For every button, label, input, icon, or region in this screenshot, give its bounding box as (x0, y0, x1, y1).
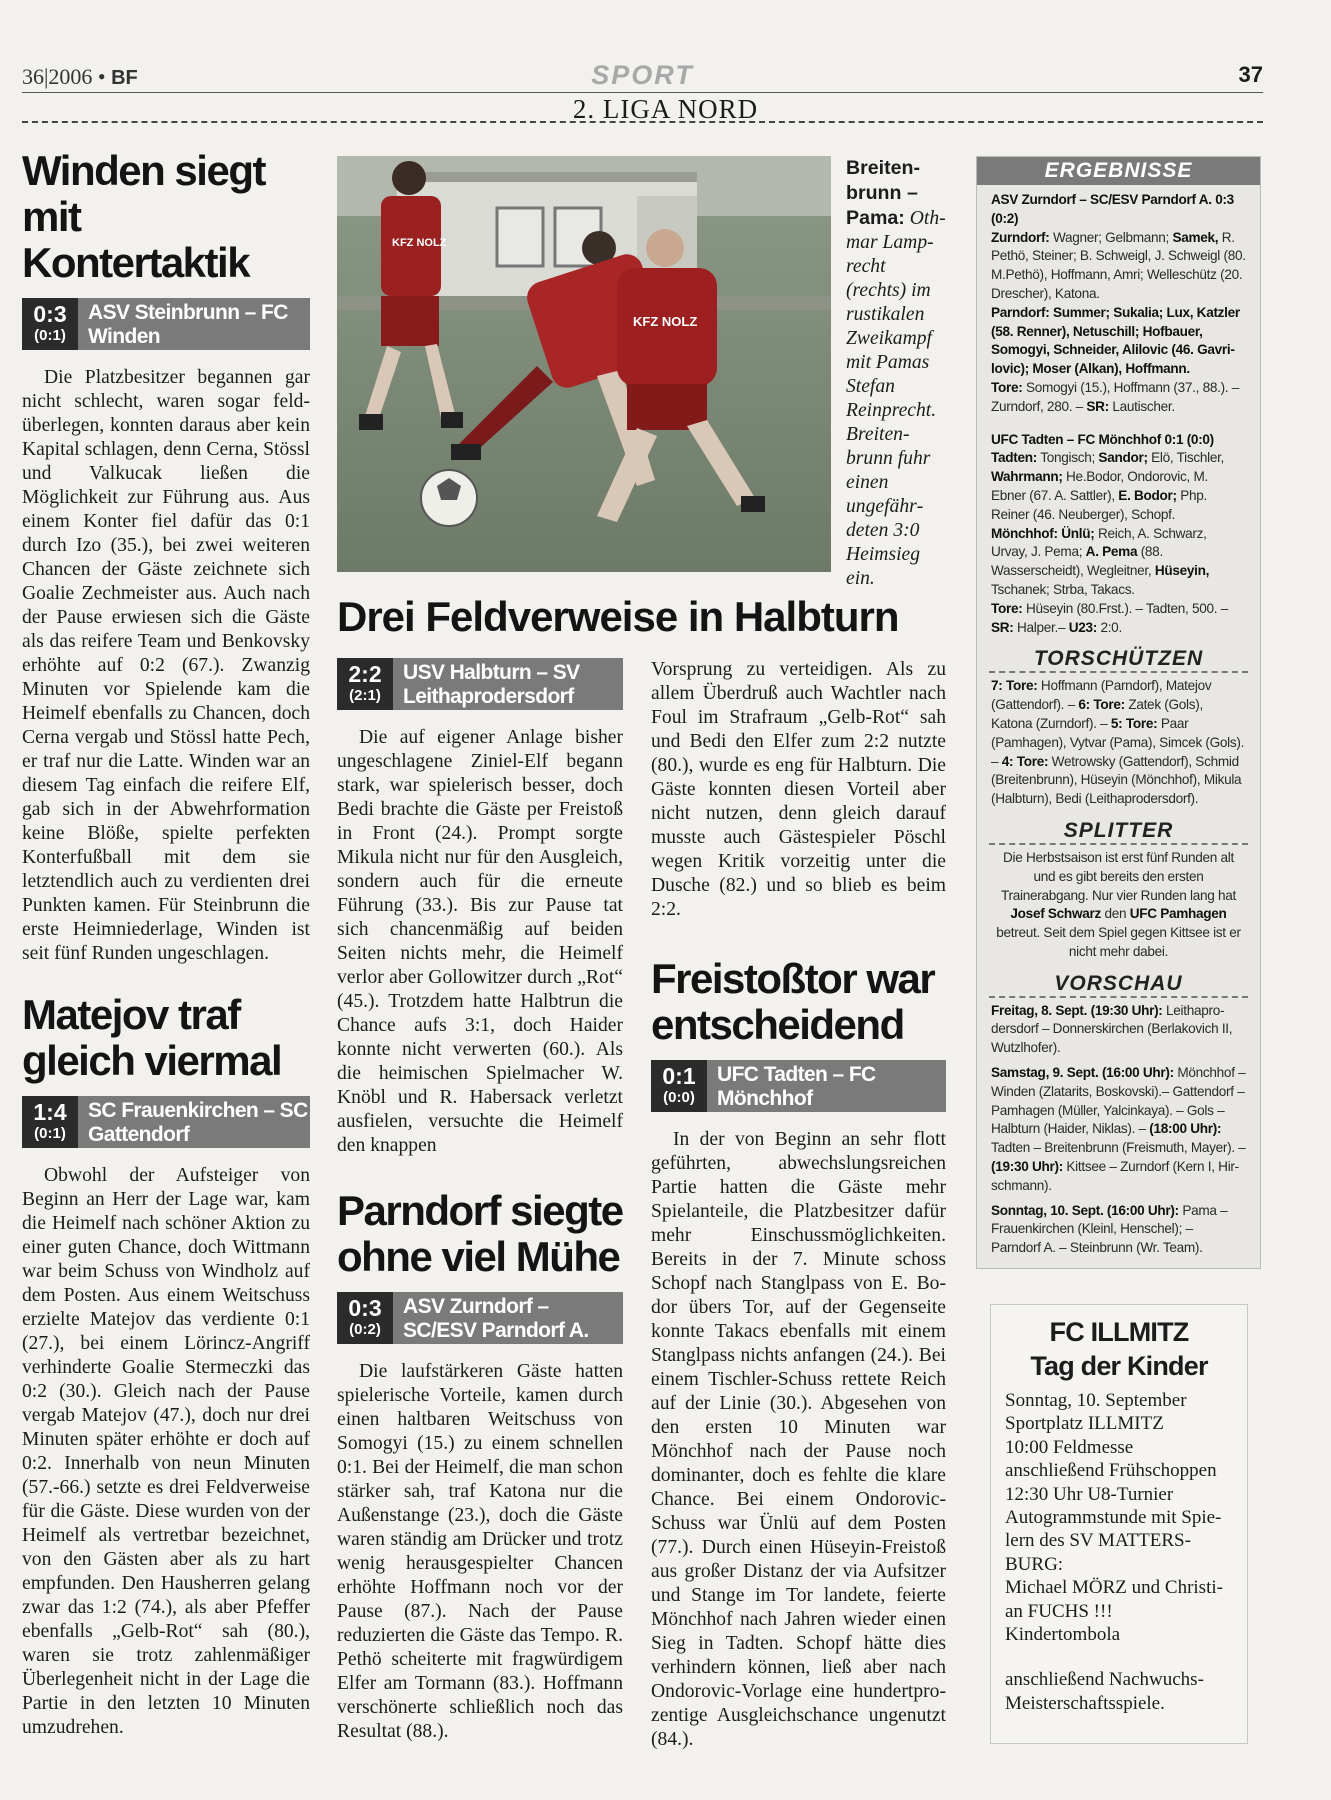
halftime-score: (0:1) (34, 1125, 66, 1142)
halftime-score: (2:1) (349, 687, 381, 704)
results-content: ASV Zurndorf – SC/ESV Parndorf A. 0:3 (0:2) Zurndorf: Wagner; Gelbmann; Samek, R. Pethö, Steiner; B. Schweigl, J. Schweigl (80. M.Pethö), Hoffmann, Amri; Welleschütz (20. Drescher), Katona. Parndorf: Summer; Sukalia; Lux, Katzler (58. Renner), Netuschill; Hofbauer, Somogyi, Schneider, Alilovic (46. Gavrilovic); Moser (Alkan), Hoffmann. Tore: Somogyi (15.), Hoffmann (37., 88.). – Zurndorf, 280. – SR: Lautischer. UFC Tadten – FC Mönchhof 0:1 (0:0) Tadten: Tongisch; Sandor; Elö, Tischler, Wahrmann; He.Bodor, Ondorovic, M. Ebner (67. A. Sattler), E. Bodor; Php. Reiner (46. Neuberger), Schopf. Mönchhof: Ünlü; Reich, A. Schwarz, Urvay, J. Pema; A. Pema (88. Wasserscheidt), Wegleitner, Hüseyin, Tschanek; Strba, Takacs. Tore: Hüseyin (80.Frst.). – Tadten, 500. – SR: Halper.– U23: 2:0. (991, 192, 1246, 635)
match-teams: SC Frauenkirchen – SC Gattendorf (78, 1096, 310, 1148)
score: 1:4 (33, 1099, 67, 1125)
score: 0:1 (662, 1063, 696, 1089)
article-body-matejov: Obwohl der Aufsteiger von Beginn an Herr der Lage war, kam die Heimelf nach schöner Aktion zu einer guten Chance, doch Wittmann war beim Schuss von Windholz auf dem Posten. Aus einem Weitschuss erzielte Matejov das verdiente 0:1 (27.), bei einem Lörincz-Angriff verhinderte Goalie Stermeczki das 0:2 (30.). Gleich nach der Pause vergab Matejov (47.), doch nur drei Minuten später erhöhte er doch auf 0:2. Innerhalb von neun Minuten (57.-66.) setzte es drei Feldverweise für die Gäste. Diese wurden von der Heimelf als vertretbar bezeichnet, von den Gästen aber als zu hart empfunden. Den Hausherren gelang zwar das 1:2 (74.), als aber Pfeffer ebenfalls „Gelb-Rot“ sah (80.), waren sie trotz zahlenmäßiger Überlegenheit nicht in der Lage die Partie in den letzten 10 Minuten umzudrehen. (22, 1165, 310, 1738)
results-box (976, 156, 1261, 1269)
column-left (22, 148, 310, 1740)
match-teams: ASV Zurndorf – SC/ESV Parndorf A. (393, 1292, 623, 1344)
sidebar (976, 156, 1261, 1269)
league-title: 2. LIGA NORD (0, 94, 1331, 125)
score-box-tadten (651, 1060, 946, 1112)
headline-parndorf: Parndorf siegte ohne viel Mühe (337, 1187, 623, 1280)
match-photo (337, 156, 831, 572)
splitter-content: Die Herbstsaison ist erst fünf Runden alt und es gibt bereits den ersten Trainerabgang. Nur vier Runden lang hat Josef Schwarz den UFC Pamhagen betreut. Seit dem Spiel gegen Kittsee ist er nicht mehr dabei. (996, 849, 1241, 959)
section-title: SPORT (591, 60, 694, 90)
ad-text: Sonntag, 10. September Sportplatz ILLMITZ 10:00 Feldmesse anschließend Frühschoppen 12:30 Uhr U8-Turnier Autogrammstunde mit Spielern des SV MATTERSBURG: Michael MÖRZ und Christian FUCHS !!! Kindertombola anschließend Nachwuchs-Meisterschaftsspiele. (1005, 1390, 1223, 1714)
article-body-tadten: In der von Beginn an sehr flott geführten, abwechslungsreichen Partie hatten die Gäste mehr Spielanteile, die Platzbesitzer dafür mehr Einschussmöglichkeiten. Bereits in der 7. Minute schoss Schopf nach Stanglpass von E. Bodor übers Tor, auf der Gegenseite konnte Takacs ebenfalls mit einem Stanglpass nichts anfangen (24.). Bei einem Tischler-Schuss rettete Reich auf der Linie (30.). Abgesehen von den ersten 10 Minuten war Mönchhof nach der Pause noch dominanter, doch es fehlte die klare Chance. Bei einem Ondorovic-Schuss war Ünlü auf dem Posten (77.). Durch einen Hüseyin-Freistoß aus großer Distanz der via Aufsitzer und Stange im Tor landete, feierte Mönchhof nach Jahren wieder einen Sieg in Tadten. Schopf hätte dies verhindern können, ließ aber nach Ondorovic-Vorlage eine hundertprozentige Ausgleichschance ungenutzt (84.). (651, 1129, 946, 1750)
match-teams: USV Halbturn – SV Leithaprodersdorf (393, 658, 623, 710)
preview-title: VORSCHAU (989, 968, 1248, 998)
header-rule (22, 92, 1263, 93)
article-body-halbturn-cont: Vorsprung zu verteidigen. Als zu allem Überdruß auch Wachtler nach Foul im Strafraum „Gelb-Rot“ sah und Bedi den Elfer zum 2:2 nutzte (80.), wurde es eng für Halbturn. Die Gäste konnten diesen Vorteil aber nicht nutzen, denn gleich darauf musste auch Gästespieler Pöschl wegen Kritik vorzeitig unter die Dusche (82.) und so blieb es beim 2:2. (651, 659, 946, 920)
jersey-text-right: KFZ NOLZ (633, 314, 698, 329)
halftime-score: (0:2) (349, 1321, 381, 1338)
halftime-score: (0:1) (34, 327, 66, 344)
ad-title: FC ILLMITZ (1049, 1317, 1189, 1347)
ad-subtitle: Tag der Kinder (1030, 1351, 1208, 1381)
jersey-text-left: KFZ NOLZ (392, 237, 447, 249)
article-body-winden: Die Platzbesitzer begannen gar nicht schlecht, waren sogar feldüberlegen, konnten daraus aber kein Kapital schlagen, denn Cerna, Stössl und Valkucak ließen die Möglichkeit zur Führung aus. Aus einem Konter fiel dafür das 0:1 durch Izo (35.), bei zwei weiteren Chancen der Gäste zeichnete sich Goalie Zechmeister aus. Auch nach der Pause erwiesen sich die Gäste als das reifere Team und Benkovsky erhöhte auf 0:2 (67.). Zwanzig Minuten vor Spielende kam die Heimelf ebenfalls zu Chancen, doch Cerna vergab und Stössl hatte Pech, er traf nur die Latte. Winden war an diesem Tag einfach die reifere Elf, gab sich in der Abwehrformation keine Blöße, spielte perfekten Konterfußball mit dem sie letztendlich auch zu verdienten drei Punkten kamen. Für Steinbrunn die erste Heimniederlage, Winden ist seit fünf Runden ungeschlagen. (22, 367, 310, 964)
scorers-content: 7: Tore: Hoffmann (Parndorf), Matejov (Gattendorf). – 6: Tore: Zatek (Gols), Katona (Zurndorf). – 5: Tore: Paar (Pamhagen), Vytvar (Pama), Simcek (Gols). – 4: Tore: Wetrowsky (Gattendorf), Schmid (Breitenbrunn), Hüseyin (Mönchhof), Mikula (Halbturn), Bedi (Leithaprodersdorf). (991, 678, 1245, 807)
page-header (22, 58, 1263, 94)
match-teams: ASV Steinbrunn – FC Winden (78, 298, 310, 350)
score: 0:3 (348, 1295, 382, 1321)
column-middle-left (337, 650, 623, 1744)
scorers-title: TORSCHÜTZEN (989, 643, 1248, 673)
score-box-steinbrunn (22, 298, 310, 350)
dashed-rule (22, 121, 1263, 123)
match-teams: UFC Tadten – FC Mönchhof (707, 1060, 946, 1112)
preview-content: Freitag, 8. Sept. (19:30 Uhr): Leithaprodersdorf – Donnerskirchen (Berlakovich II, Wutzlhofer). Samstag, 9. Sept. (16:00 Uhr): Mönchhof – Winden (Zlatarits, Boskovski).– Gattendorf – Pamhagen (Müller, Yalcinkaya). – Gols – Halbturn (Haider, Niklas). – (18:00 Uhr): Tadten – Breitenbrunn (Freismuth, Mayer). – (19:30 Uhr): Kittsee – Zurndorf (Kern I, Hirschmann). Sonntag, 10. Sept. (16:00 Uhr): Pama – Frauenkirchen (Kleinl, Henschel); – Parndorf A. – Steinbrunn (Wr. Team). (991, 1002, 1246, 1256)
score-box-frauenkirchen (22, 1096, 310, 1148)
score: 0:3 (33, 301, 67, 327)
headline-drei-feldverweise: Drei Feldverweise in Halbturn (337, 593, 899, 640)
headline-freistosstor: Freistoßtor war entscheidend (651, 955, 935, 1048)
issue-label: 36|2006 • BF (22, 64, 138, 89)
splitter-title: SPLITTER (989, 815, 1248, 845)
article-body-halbturn: Die auf eigener Anlage bisher ungeschlagene Ziniel-Elf begann stark, war spielerisch besser, doch Bedi brachte die Gäste per Freistoß in Front (24.). Prompt sorgte Mikula nicht nur für den Ausgleich, sondern auch für die erneute Führung (33.). Bis zur Pause tat sich chancenmäßig auf beiden Seiten nichts mehr, die Heimelf verlor aber Gollowitzer durch „Rot“ (45.). Trotzdem hatte Halbtrun die Chance aufs 3:1, doch Haider konnte nicht verwerten (60.). Als die heimischen Spielmacher W. Knöbl und R. Habersack verletzt ausfielen, versuchte die Heimelf den knappen (337, 727, 623, 1156)
article-body-parndorf: Die laufstärkeren Gäste hatten spielerische Vorteile, kamen durch einen haltbaren Weitschuss von Somogyi (15.) zu einem schnellen 0:1. Bei der Heimelf, die man schon stärker sah, traf Katona nur die Außenstange (23.), doch die Gäste waren ständig am Drücker und trotz wenig herausgespielter Chancen erhöhte Hoffmann noch vor der Pause (87.). Nach der Pause reduzierten die Gäste das Tempo. R. Pethö scheiterte mit fragwürdigem Elfer am Tormann (83.). Hoffmann verschönerte schließlich noch das Resultat (88.). (337, 1361, 623, 1742)
halftime-score: (0:0) (663, 1089, 695, 1106)
photo-caption: Breitenbrunn – Pama: Othmar Lamprecht (rechts) im rustikalen Zweikampf mit Pamas Stefan Reinprecht. Breitenbrunn fuhr einen ungefährdeten 3:0 Heimsieg ein. (846, 157, 946, 589)
score-box-halbturn (337, 658, 623, 710)
score-box-zurndorf (337, 1292, 623, 1344)
headline-matejov: Matejov traf gleich viermal (22, 991, 282, 1084)
illmitz-ad-box (990, 1304, 1248, 1744)
headline-winden: Winden siegt mit Kontertaktik (22, 147, 265, 286)
score: 2:2 (348, 661, 382, 687)
football-players-image (337, 156, 831, 572)
column-middle-right (651, 658, 946, 1752)
results-title: ERGEBNISSE (977, 157, 1260, 185)
page-number: 37 (1238, 62, 1263, 87)
